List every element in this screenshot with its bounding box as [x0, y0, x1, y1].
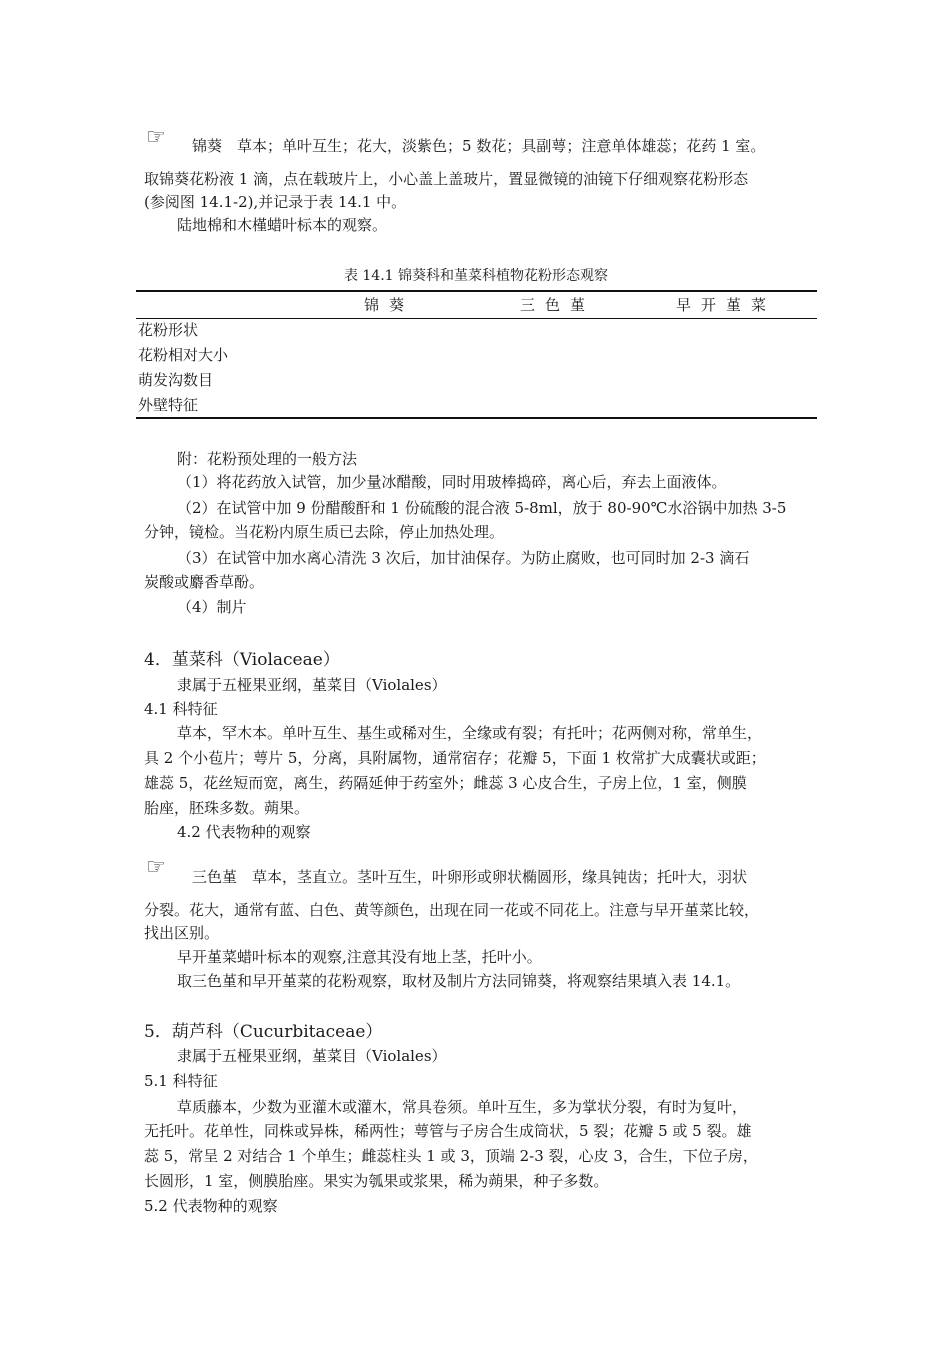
table-header-rule — [136, 318, 817, 319]
section-4-2-line-2: 分裂。花大，通常有蓝、白色、黄等颜色，出现在同一花或不同花上。注意与早开堇菜比较， — [144, 901, 760, 919]
intro-line-2: 取锦葵花粉液 1 滴，点在载玻片上，小心盖上盖玻片，置显微镜的油镜下仔细观察花粉形态 — [144, 170, 749, 188]
table-row-label: 花粉相对大小 — [138, 346, 229, 364]
table-row-label: 外壁特征 — [138, 396, 199, 414]
intro-line-1: 锦葵 草本；单叶互生；花大，淡紫色；5 数花；具副萼；注意单体雄蕊；花药 1 室。 — [192, 137, 766, 155]
pointing-hand-icon: ☞ — [146, 125, 166, 150]
pollen-table — [136, 290, 817, 420]
appendix-step-2b: 分钟，镜检。当花粉内原生质已去除，停止加热处理。 — [144, 523, 505, 541]
table-row-label: 花粉形状 — [138, 321, 199, 339]
section-4-heading: 4．堇菜科（Violaceae） — [144, 650, 340, 670]
appendix-step-1: （1）将花药放入试管，加少量冰醋酸，同时用玻棒捣碎，离心后，弃去上面液体。 — [177, 473, 727, 491]
table-header-jinkui: 锦葵 — [364, 296, 415, 314]
section-5-belong: 隶属于五桠果亚纲，堇菜目（Violales） — [177, 1047, 447, 1065]
intro-line-3: (参阅图 14.1-2),并记录于表 14.1 中。 — [144, 193, 407, 211]
intro-line-4: 陆地棉和木槿蜡叶标本的观察。 — [177, 216, 388, 234]
section-4-2-title: 4.2 代表物种的观察 — [177, 823, 311, 841]
section-4-1-title: 4.1 科特征 — [144, 700, 218, 718]
section-5-1-line-4: 长圆形，1 室，侧膜胎座。果实为瓠果或浆果，稀为蒴果，种子多数。 — [144, 1172, 609, 1190]
appendix-step-4: （4）制片 — [177, 598, 247, 616]
pointing-hand-icon: ☞ — [146, 855, 166, 880]
table-bottom-rule — [136, 417, 817, 419]
section-5-1-line-1: 草质藤本，少数为亚灌木或灌木，常具卷须。单叶互生，多为掌状分裂，有时为复叶， — [177, 1098, 748, 1116]
section-5-1-line-2: 无托叶。花单性，同株或异株，稀两性；萼管与子房合生成筒状，5 裂；花瓣 5 或 5 裂。雄 — [144, 1122, 752, 1140]
section-4-1-line-1: 草本，罕木本。单叶互生、基生或稀对生，全缘或有裂；有托叶；花两侧对称，常单生， — [177, 724, 763, 742]
table-header-sansejin: 三色堇 — [520, 296, 596, 314]
appendix-step-3a: （3）在试管中加水离心清洗 3 次后，加甘油保存。为防止腐败，也可同时加 2-3 滴石 — [177, 549, 750, 567]
section-5-1-title: 5.1 科特征 — [144, 1072, 218, 1090]
appendix-title: 附：花粉预处理的一般方法 — [177, 450, 358, 468]
section-4-2-line-4: 早开堇菜蜡叶标本的观察,注意其没有地上茎，托叶小。 — [177, 948, 542, 966]
appendix-step-3b: 炭酸或麝香草酚。 — [144, 573, 265, 591]
table-header-zaokaijincai: 早开堇菜 — [676, 296, 777, 314]
section-4-1-line-3: 雄蕊 5，花丝短而宽，离生，药隔延伸于药室外；雌蕊 3 心皮合生，子房上位，1 室，侧膜 — [144, 774, 747, 792]
section-4-2-line-3: 找出区别。 — [144, 924, 220, 942]
section-4-2-line-1: 三色堇 草本，茎直立。茎叶互生，叶卵形或卵状椭圆形，缘具钝齿；托叶大，羽状 — [192, 868, 748, 886]
section-5-2-title: 5.2 代表物种的观察 — [144, 1197, 278, 1215]
section-4-belong: 隶属于五桠果亚纲，堇菜目（Violales） — [177, 676, 447, 694]
table-row-label: 萌发沟数目 — [138, 371, 214, 389]
table-caption: 表 14.1 锦葵科和堇菜科植物花粉形态观察 — [343, 268, 609, 284]
section-4-1-line-2: 具 2 个小苞片；萼片 5，分离，具附属物，通常宿存；花瓣 5，下面 1 枚常扩大成囊状或距； — [144, 749, 766, 767]
table-top-rule — [136, 290, 817, 292]
section-5-heading: 5．葫芦科（Cucurbitaceae） — [144, 1022, 383, 1042]
section-4-2-line-5: 取三色堇和早开堇菜的花粉观察，取材及制片方法同锦葵，将观察结果填入表 14.1。 — [177, 972, 741, 990]
section-4-1-line-4: 胎座，胚珠多数。蒴果。 — [144, 799, 310, 817]
appendix-step-2a: （2）在试管中加 9 份醋酸酐和 1 份硫酸的混合液 5-8ml，放于 80-90℃水浴锅中加热 3-5 — [177, 499, 787, 517]
section-5-1-line-3: 蕊 5，常呈 2 对结合 1 个单生；雌蕊柱头 1 或 3，顶端 2-3 裂，心皮 3，合生，下位子房， — [144, 1147, 758, 1165]
